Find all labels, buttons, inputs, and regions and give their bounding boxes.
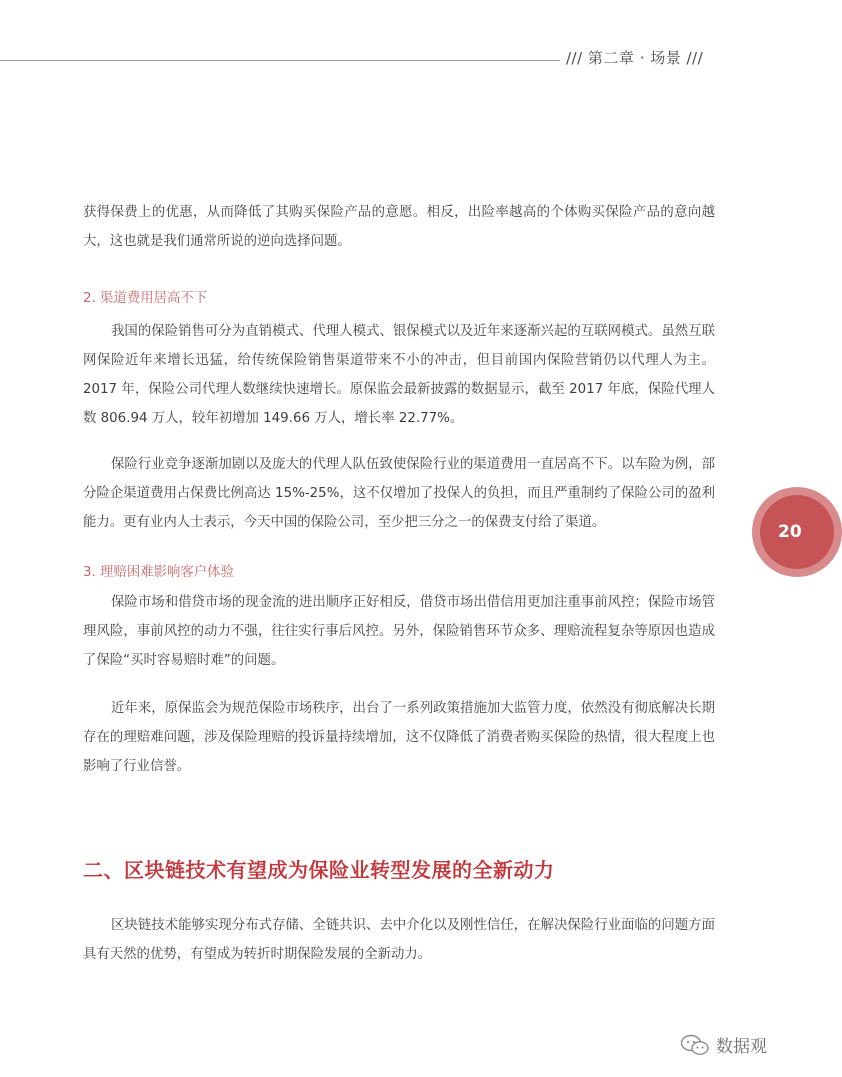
watermark-text: 数据观	[716, 1037, 767, 1057]
chapter-header: /// 第二章 · 场景 ///	[566, 49, 704, 67]
paragraph-2: 我国的保险销售可分为直销模式、代理人模式、银保模式以及近年来逐渐兴起的互联网模式。虽然互联网保险近年来增长迅猛，给传统保险销售渠道带来不小的冲击，但目前国内保险营销仍以代理人为主。2017 年，保险公司代理人数继续快速增长。原保监会最新披露的数据显示，截至 2017 年底，保险代理人数 806.94 万人，较年初增加 149.66 万人，增长率 22.77%。	[83, 324, 715, 426]
subheading-claims: 3. 理赔困难影响客户体验	[83, 565, 234, 580]
page-number-tab	[752, 487, 842, 577]
wechat-icon	[680, 1034, 710, 1056]
paragraph-1: 获得保费上的优惠，从而降低了其购买保险产品的意愿。相反，出险率越高的个体购买保险产品的意向越大，这也就是我们通常所说的逆向选择问题。	[83, 205, 715, 249]
page-number-tab-inner	[760, 495, 834, 569]
section-2-title: 二、区块链技术有望成为保险业转型发展的全新动力	[83, 858, 555, 882]
paragraph-5: 近年来，原保监会为规范保险市场秩序，出台了一系列政策措施加大监管力度，依然没有彻底解决长期存在的理赔难问题，涉及保险理赔的投诉量持续增加，这不仅降低了消费者购买保险的热情，很大程度上也影响了行业信誉。	[83, 701, 715, 774]
watermark	[680, 1032, 767, 1057]
paragraph-3: 保险行业竞争逐渐加剧以及庞大的代理人队伍致使保险行业的渠道费用一直居高不下。以车险为例，部分险企渠道费用占保费比例高达 15%-25%，这不仅增加了投保人的负担，而且严重制约了保险公司的盈利能力。更有业内人士表示，今天中国的保险公司，至少把三分之一的保费支付给了渠道。	[83, 457, 715, 530]
paragraph-4: 保险市场和借贷市场的现金流的进出顺序正好相反，借贷市场出借信用更加注重事前风控；保险市场管理风险，事前风控的动力不强，往往实行事后风控。另外，保险销售环节众多、理赔流程复杂等原因也造成了保险“买时容易赔时难”的问题。	[83, 595, 715, 668]
page-number: 20	[778, 522, 802, 542]
paragraph-6: 区块链技术能够实现分布式存储、全链共识、去中介化以及刚性信任，在解决保险行业面临的问题方面具有天然的优势，有望成为转折时期保险发展的全新动力。	[83, 918, 715, 962]
header-rule	[0, 60, 560, 61]
subheading-channel-cost: 2. 渠道费用居高不下	[83, 291, 208, 306]
page-content	[83, 198, 715, 969]
